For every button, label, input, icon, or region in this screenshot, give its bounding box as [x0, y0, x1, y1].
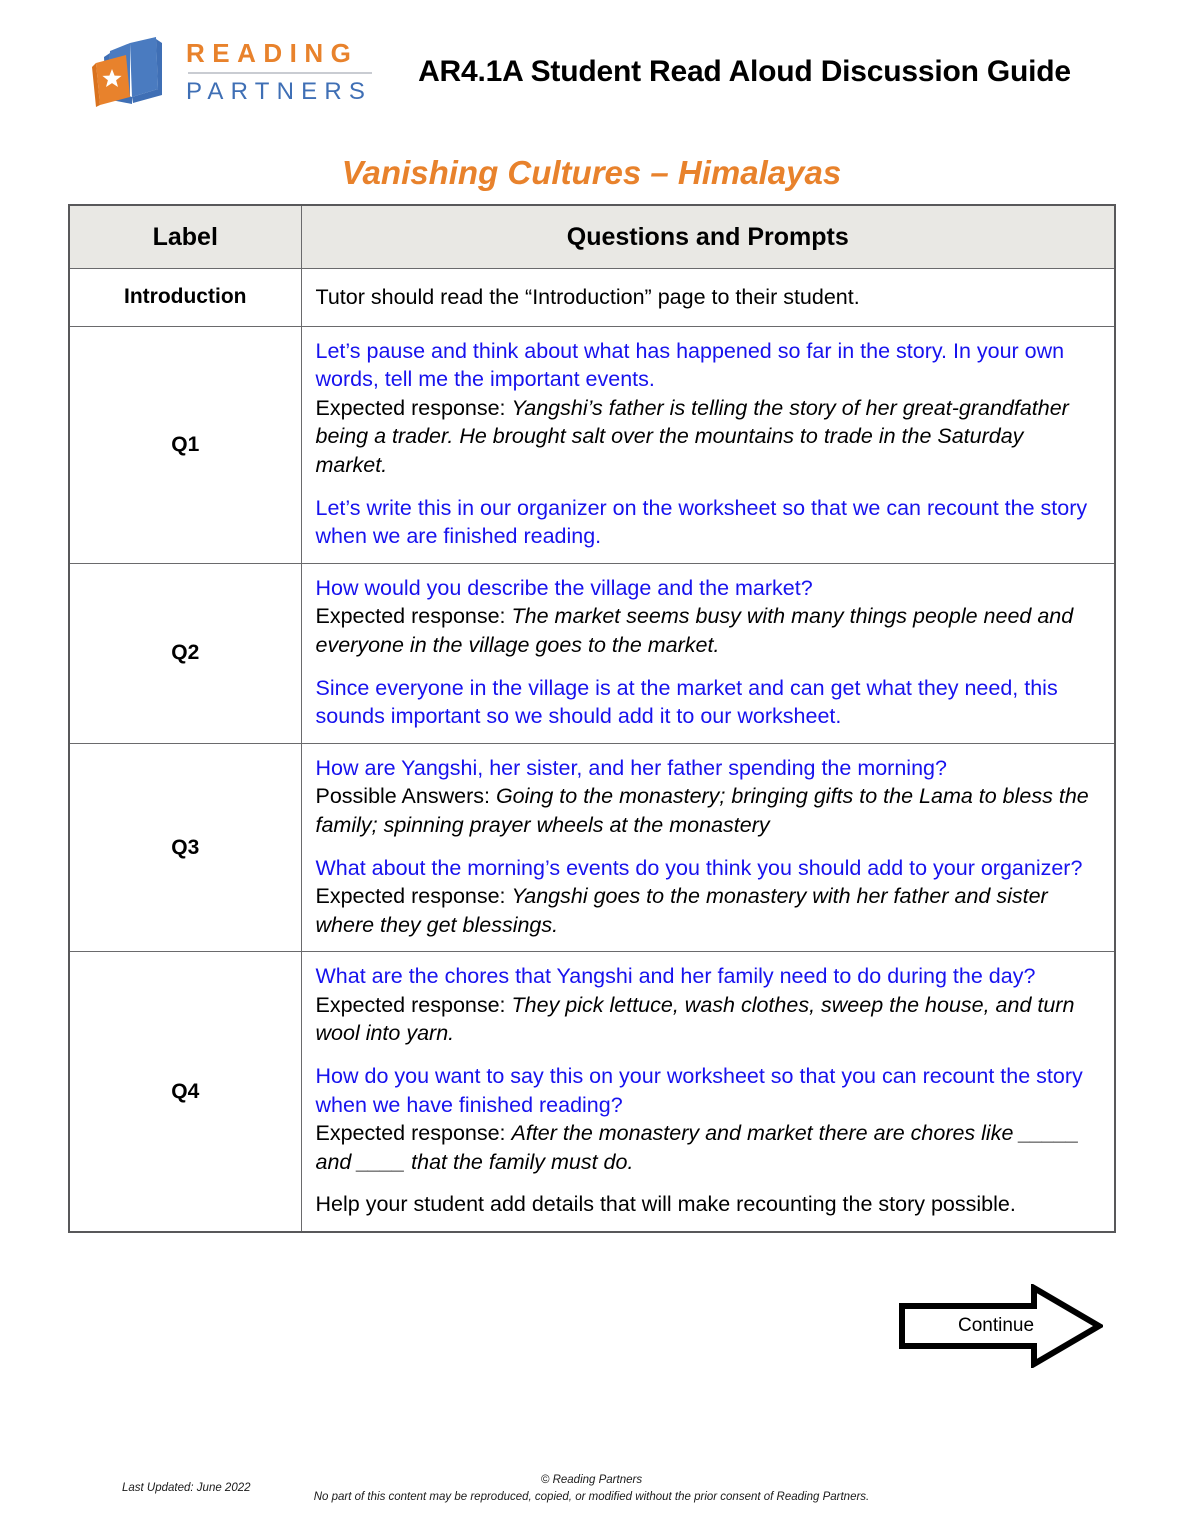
content-text: Expected response: [315, 1121, 512, 1146]
content-block [316, 754, 1101, 840]
content-text: Tutor should read the “Introduction” page to their student. [315, 285, 860, 309]
content-block [316, 674, 1101, 731]
content-text: What about the morning’s events do you think you should add to your organizer? [315, 855, 1083, 880]
table-row [69, 326, 1115, 563]
footer-notice: No part of this content may be reproduced, copied, or modified without the prior consent of Reading Partners. [313, 1491, 870, 1504]
document-title: Vanishing Cultures – Himalayas [341, 154, 842, 191]
page-footer [0, 1470, 1183, 1520]
row-label: Q2 [69, 563, 301, 743]
content-text: The market seems busy with many things people need and everyone in the village goes to the market. [315, 604, 1074, 657]
content-block [316, 337, 1101, 480]
content-text: How are Yangshi, her sister, and her father spending the morning? [315, 755, 947, 780]
content-text: How do you want to say this on your worksheet so that you can recount the story when we have finished reading? [315, 1064, 1083, 1117]
page-header [0, 0, 1183, 110]
row-label: Q4 [69, 952, 301, 1232]
content-text: How would you describe the village and the market? [315, 575, 813, 600]
page-title: AR4.1A Student Read Aloud Discussion Guide [418, 55, 1071, 88]
logo-word-partners: PARTNERS [186, 77, 373, 105]
column-header-questions: Questions and Prompts [301, 205, 1115, 269]
content-text: Expected response: [315, 395, 512, 420]
content-block [316, 962, 1101, 1048]
content-block [316, 1062, 1101, 1176]
row-content [301, 269, 1115, 327]
table-row [69, 269, 1115, 327]
content-text: Since everyone in the village is at the market and can get what they need, this sounds important so we should add it to our worksheet. [315, 675, 1058, 729]
content-text: Possible Answers: [315, 784, 496, 809]
logo-divider-rule [188, 72, 372, 74]
content-text: Yangshi goes to the monastery with her father and sister where they get blessings. [315, 884, 1048, 937]
continue-button-label: Continue [957, 1315, 1035, 1336]
row-content [301, 952, 1115, 1232]
content-text: Expected response: [315, 884, 512, 909]
content-text: They pick lettuce, wash clothes, sweep the house, and turn wool into yarn. [315, 992, 1075, 1046]
logo-word-reading: READING [186, 38, 359, 69]
column-header-label: Label [69, 205, 301, 269]
footer-copyright-block [0, 1472, 1183, 1507]
table-row [69, 743, 1115, 952]
content-block [316, 574, 1101, 660]
table-row [69, 952, 1115, 1232]
row-label: Q3 [69, 743, 301, 952]
content-text: Yangshi’s father is telling the story of her great-grandfather being a trader. He brought salt over the mountains to trade in the Saturday market. [315, 395, 1069, 477]
content-block [316, 494, 1101, 551]
row-label: Q1 [69, 326, 301, 563]
content-text: What are the chores that Yangshi and her family need to do during the day? [315, 964, 1036, 989]
continue-button[interactable] [898, 1284, 1103, 1368]
row-content [301, 743, 1115, 952]
content-block [316, 854, 1101, 940]
logo-wordmark [186, 40, 372, 103]
content-text: Help your student add details that will make recounting the story possible. [315, 1192, 1016, 1217]
content-text: Going to the monastery; bringing gifts to the Lama to bless the family; spinning prayer wheels at the monastery [315, 784, 1089, 837]
content-block [316, 1190, 1101, 1219]
footer-last-updated: Last Updated: June 2022 [122, 1482, 251, 1494]
content-text: Expected response: [315, 604, 512, 629]
content-text: Let’s write this in our organizer on the worksheet so that we can recount the story when we are finished reading. [315, 495, 1088, 549]
content-text: Let’s pause and think about what has happened so far in the story. In your own words, tell me the important events. [315, 338, 1065, 392]
open-book-logo-icon [86, 33, 170, 111]
table-row [69, 563, 1115, 743]
table-header-row [69, 205, 1115, 269]
content-block [316, 283, 1101, 312]
discussion-guide-table [68, 204, 1116, 1233]
reading-partners-logo [86, 33, 386, 111]
table-body [69, 269, 1115, 1233]
content-text: After the monastery and market there are chores like _____ and ____ that the family must do. [315, 1121, 1080, 1174]
row-content [301, 563, 1115, 743]
content-text: Expected response: [315, 992, 512, 1017]
row-label: Introduction [69, 269, 301, 327]
footer-copyright: © Reading Partners [540, 1474, 643, 1486]
row-content [301, 326, 1115, 563]
